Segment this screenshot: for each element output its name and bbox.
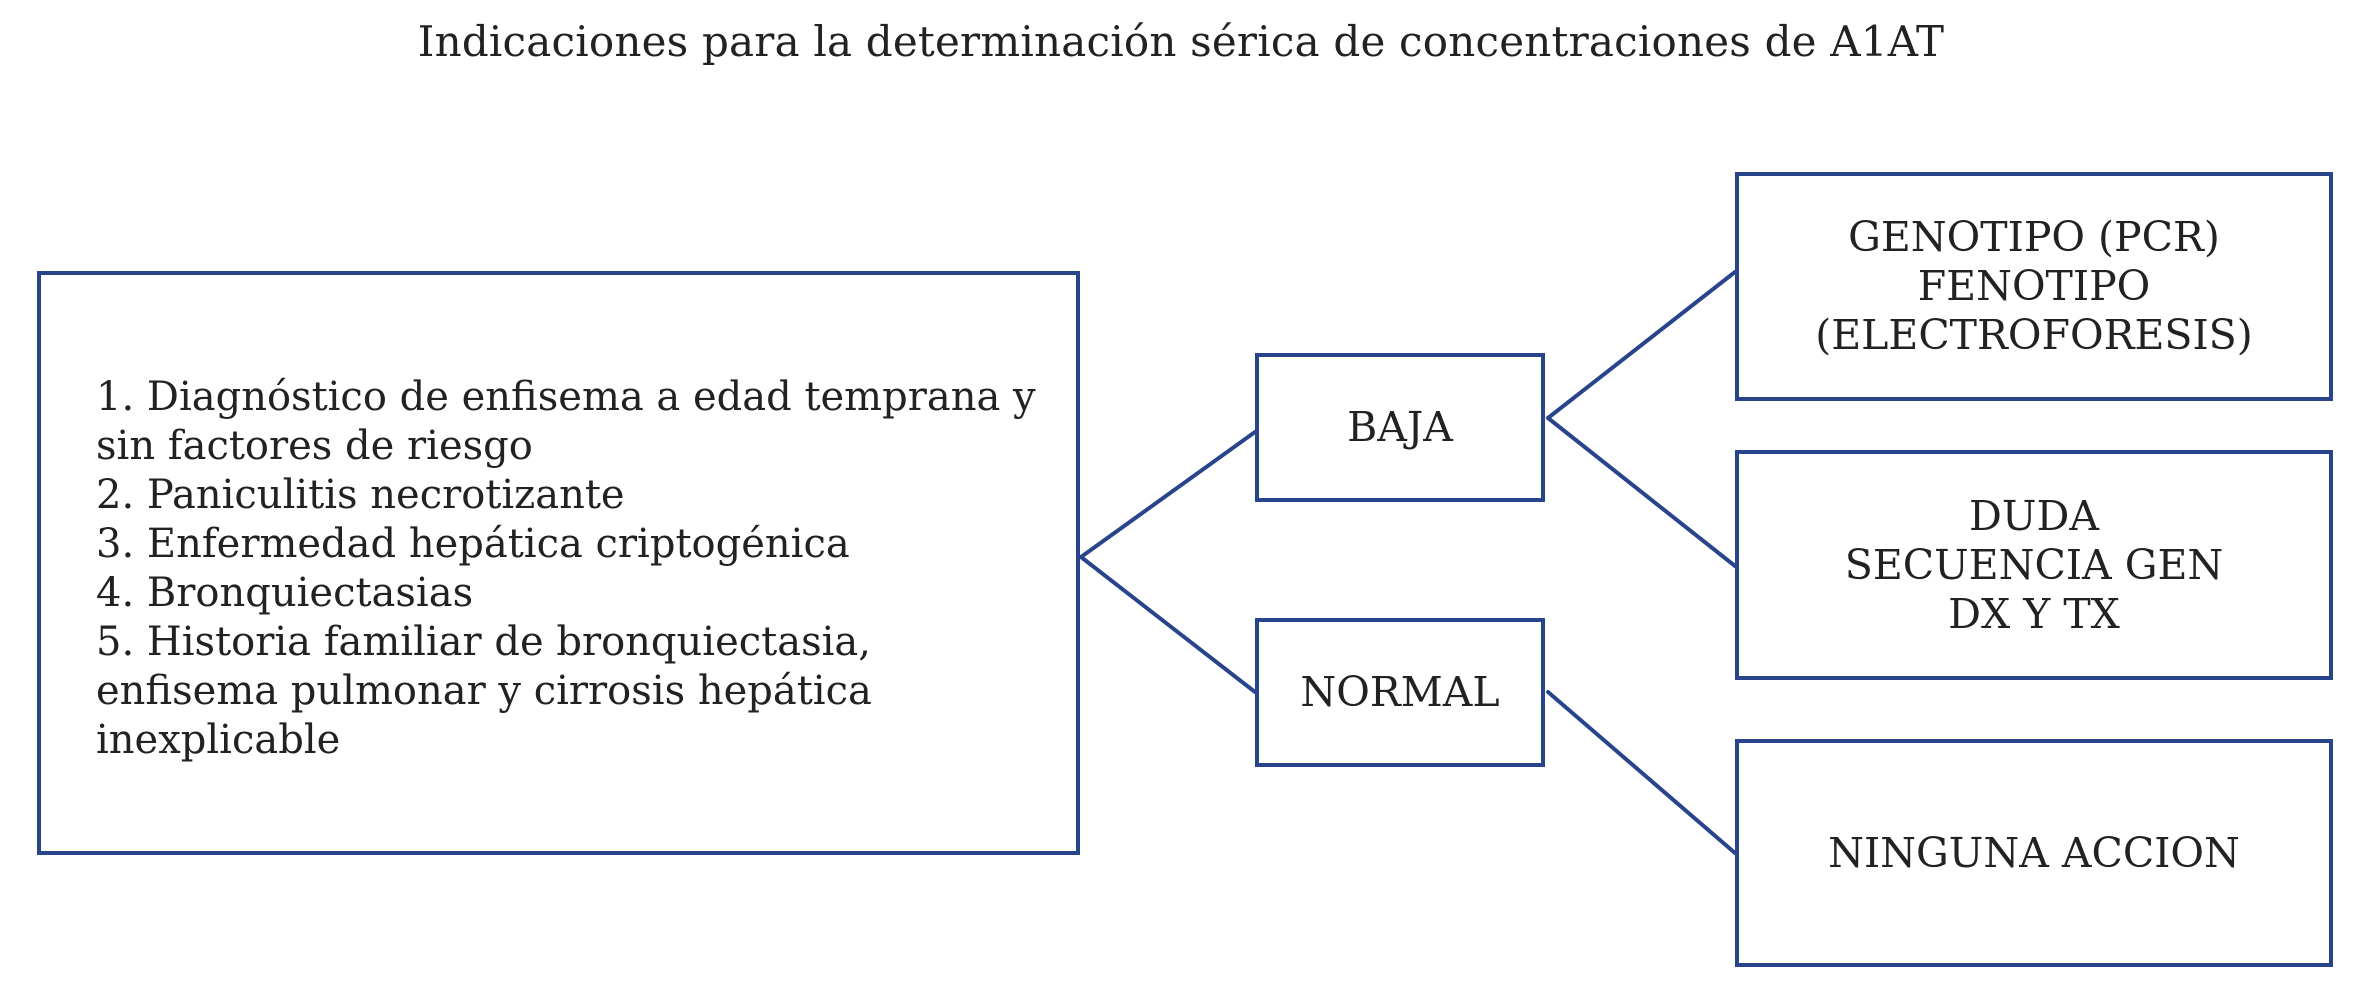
- no-action-label: NINGUNA ACCION: [1828, 828, 2240, 877]
- indications-criteria-box: [37, 271, 1080, 855]
- criteria-item-2: 2. Paniculitis necrotizante: [96, 472, 625, 518]
- level-low-label: BAJA: [1347, 403, 1453, 451]
- doubt-line: DUDA: [1969, 491, 2099, 540]
- criteria-item-5: 5. Historia familiar de bronquiectasia, enfisema pulmonar y cirrosis hepática inexplicable: [96, 619, 872, 763]
- criteria-item-3: 3. Enfermedad hepática criptogénica: [96, 521, 850, 567]
- dx-tx-line: DX Y TX: [1948, 589, 2120, 638]
- doubt-sequencing-box: [1735, 450, 2333, 680]
- level-normal-label: NORMAL: [1300, 668, 1500, 716]
- connector-baja-to-genotype: [1548, 272, 1735, 418]
- criteria-item-4: 4. Bronquiectasias: [96, 570, 474, 616]
- connector-criteria-to-baja: [1081, 432, 1255, 557]
- diagram-title: Indicaciones para la determinación sérica de concentraciones de A1AT: [417, 17, 1945, 66]
- connector-baja-to-doubt: [1548, 418, 1735, 566]
- level-normal-box: [1255, 618, 1545, 767]
- connector-normal-to-none: [1548, 692, 1735, 853]
- genotype-line: GENOTIPO (PCR): [1848, 213, 2220, 261]
- connector-criteria-to-normal: [1081, 557, 1255, 692]
- phenotype-line: FENOTIPO: [1917, 262, 2151, 310]
- level-low-box: [1255, 353, 1545, 502]
- no-action-box: [1735, 739, 2333, 967]
- electrophoresis-line: (ELECTROFORESIS): [1815, 311, 2253, 359]
- genotype-phenotype-box: [1735, 172, 2333, 401]
- criteria-item-1: 1. Diagnóstico de enfisema a edad temprana y sin factores de riesgo: [96, 374, 1036, 469]
- gene-sequence-line: SECUENCIA GEN: [1844, 540, 2224, 589]
